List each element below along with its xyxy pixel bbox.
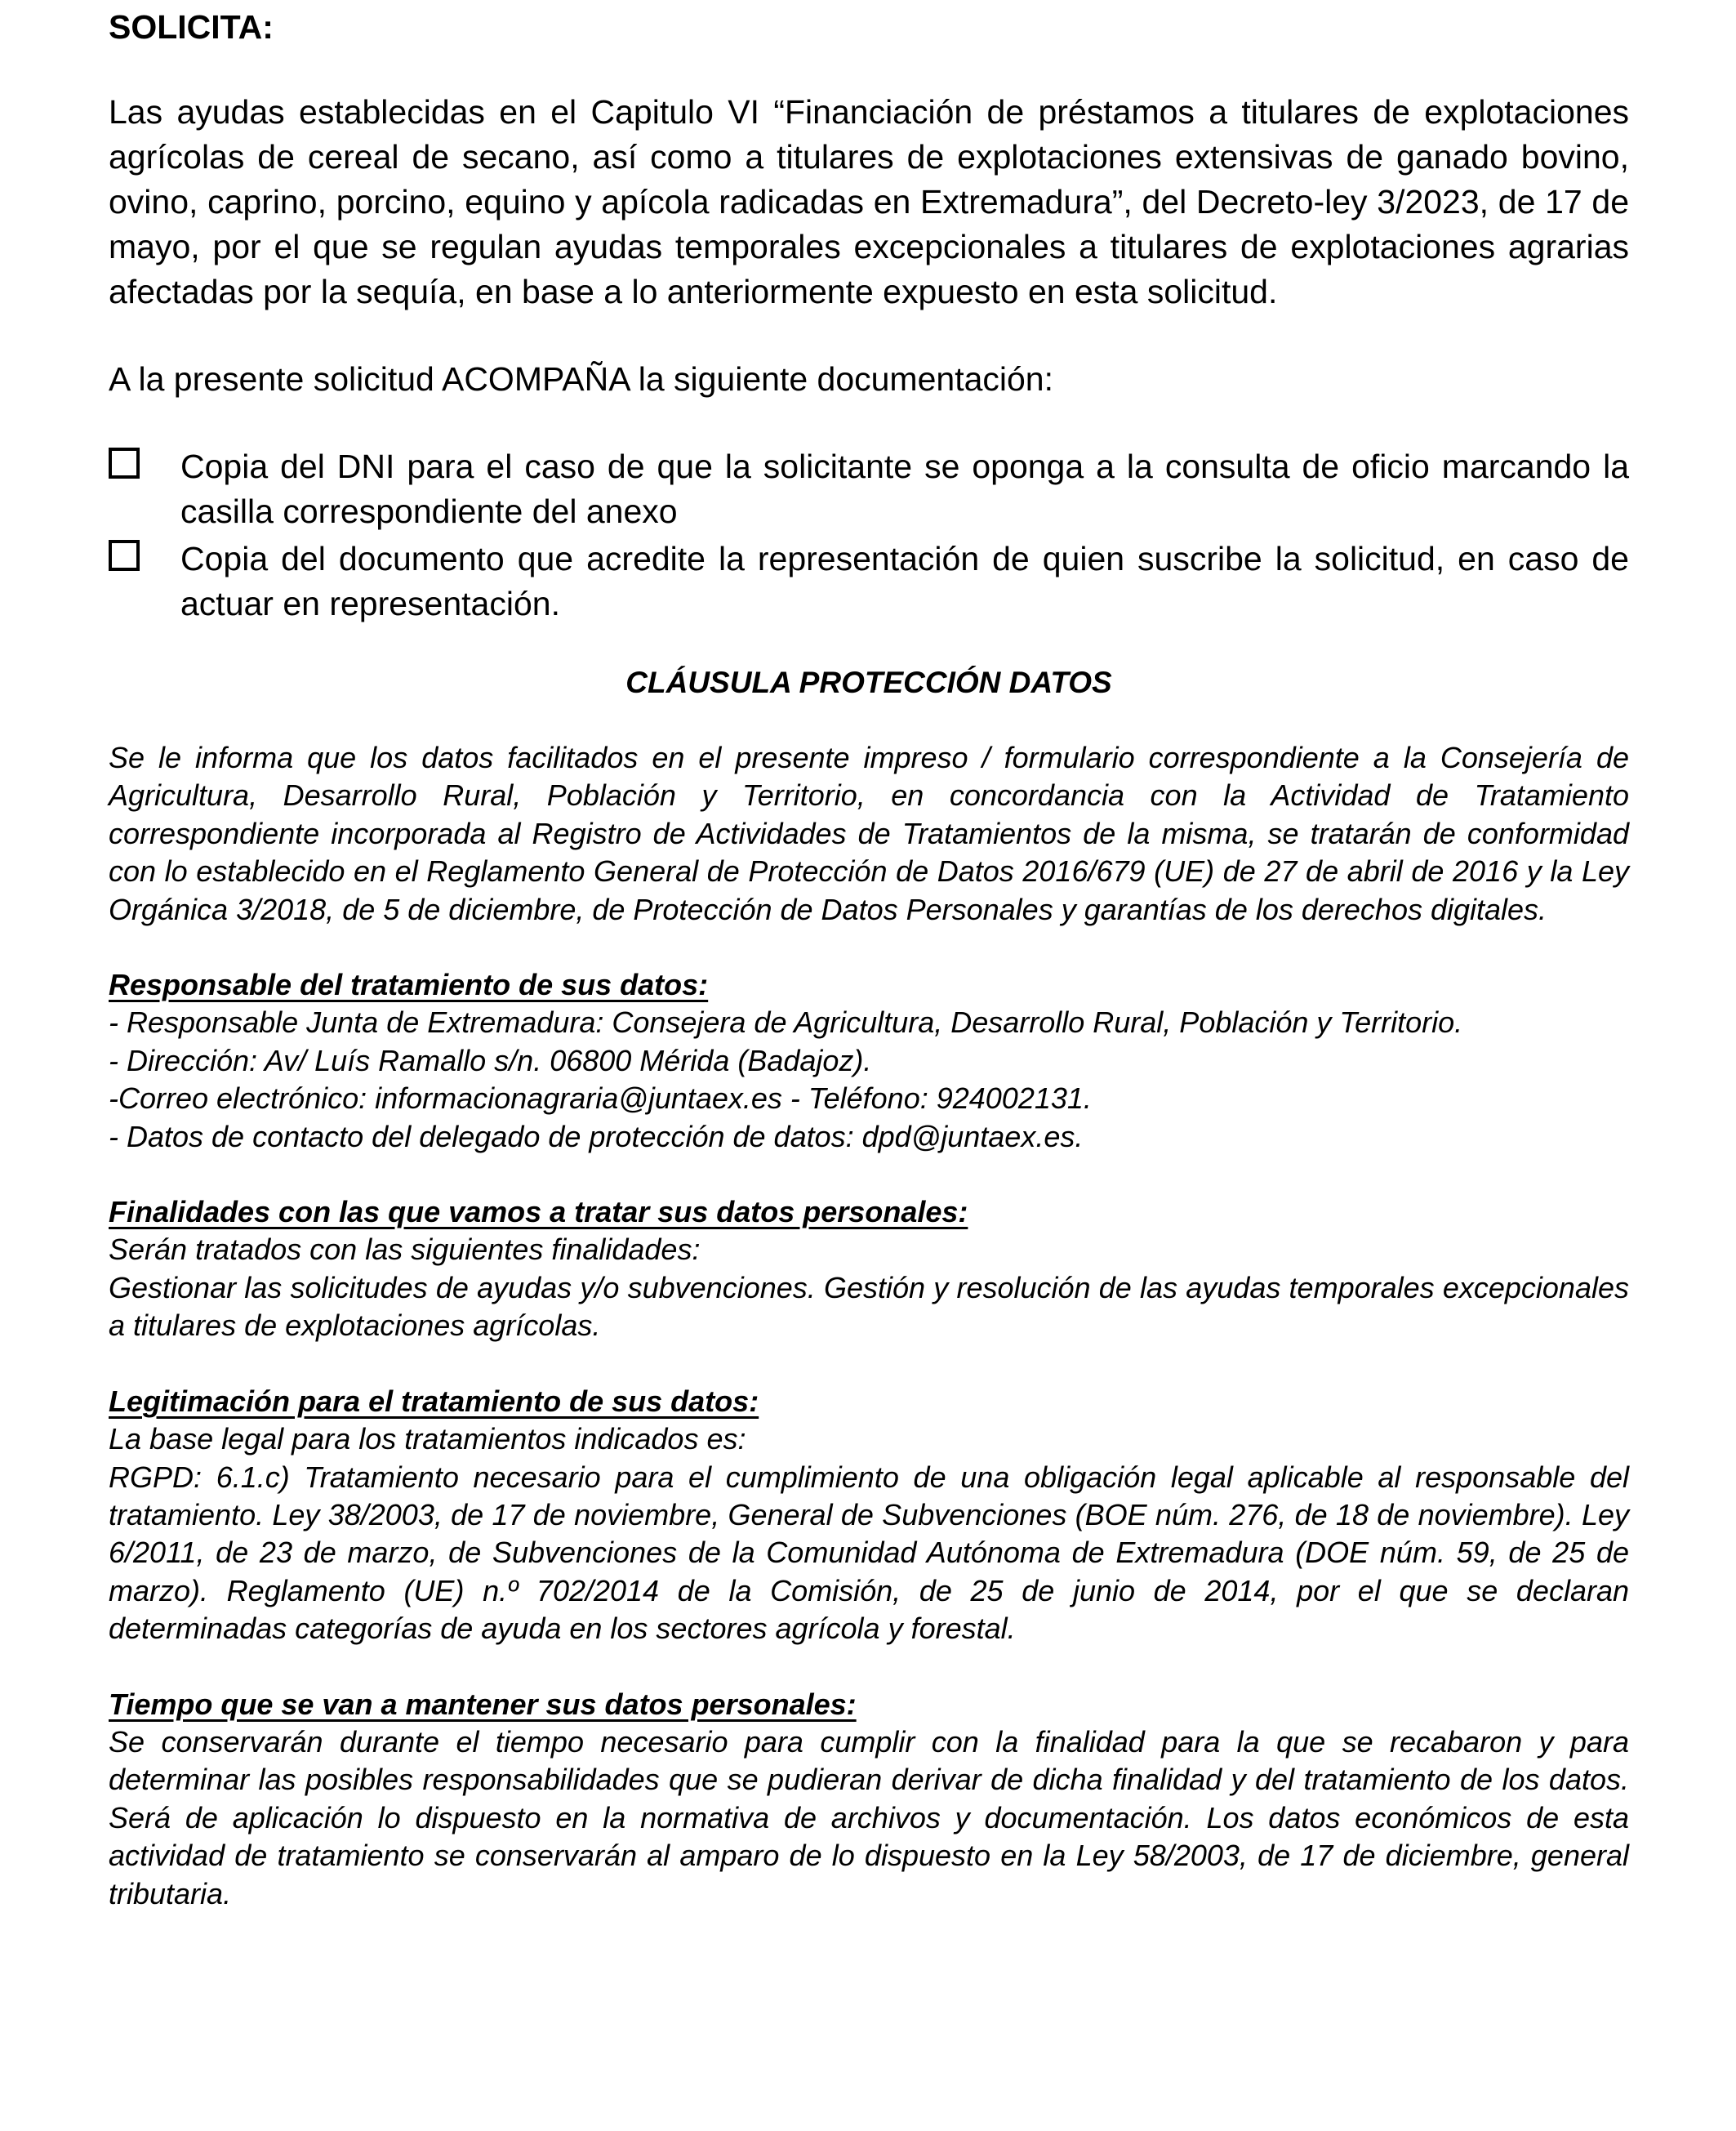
responsable-line: -Correo electrónico: informacionagraria@juntaex.es - Teléfono: 924002131.: [109, 1081, 1092, 1116]
section-responsable: [109, 966, 1629, 1156]
tiempo-line: Se conservarán durante el tiempo necesario para cumplir con la finalidad para la que se recabaron y para determinar las posibles responsabilidades que se pudieran derivar de dicha finalidad y del tratamiento de los datos. Será de aplicación lo dispuesto en la normativa de archivos y documentación. Los datos económicos de esta actividad de tratamiento se conservarán al amparo de lo dispuesto en la Ley 58/2003, de 17 de diciembre, general tributaria.: [109, 1724, 1629, 1910]
legitimacion-line: La base legal para los tratamientos indicados es:: [109, 1422, 746, 1456]
responsable-line: - Dirección: Av/ Luís Ramallo s/n. 06800 Mérida (Badajoz).: [109, 1043, 872, 1077]
section-finalidades: [109, 1193, 1629, 1345]
section-legitimacion: [109, 1383, 1629, 1648]
documentation-checklist: [109, 444, 1629, 626]
documentation-intro: A la presente solicitud ACOMPAÑA la siguiente documentación:: [109, 360, 1053, 398]
request-paragraph: Las ayudas establecidas en el Capitulo VI “Financiación de préstamos a titulares de explotaciones agrícolas de cereal de secano, así como a titulares de explotaciones extensivas de ganado bovino, ovino, caprino, porcino, equino y apícola radicadas en Extremadura”, del Decreto-ley 3/2023, de 17 de mayo, por el que se regulan ayudas temporales excepcionales a titulares de explotaciones agrarias afectadas por la sequía, en base a lo anteriormente expuesto en esta solicitud.: [109, 93, 1629, 310]
responsable-line: - Datos de contacto del delegado de protección de datos: dpd@juntaex.es.: [109, 1119, 1084, 1153]
legitimacion-line: RGPD: 6.1.c) Tratamiento necesario para el cumplimiento de una obligación legal aplicable al responsable del tratamiento. Ley 38/2003, de 17 de noviembre, General de Subvenciones (BOE núm. 276, de 18 de noviembre). Ley 6/2011, de 23 de marzo, de Subvenciones de la Comunidad Autónoma de Extremadura (DOE núm. 59, de 25 de marzo). Reglamento (UE) n.º 702/2014 de la Comisión, de 25 de junio de 2014, por el que se declaran determinadas categorías de ayuda en los sectores agrícola y forestal.: [109, 1460, 1629, 1646]
checklist-item-label: Copia del DNI para el caso de que la solicitante se oponga a la consulta de oficio marcando la casilla correspondiente del anexo: [180, 448, 1629, 530]
solicita-heading: SOLICITA:: [109, 8, 274, 46]
clause-title: CLÁUSULA PROTECCIÓN DATOS: [625, 666, 1112, 699]
checklist-item-label: Copia del documento que acredite la representación de quien suscribe la solicitud, en caso de actuar en representación.: [180, 540, 1629, 622]
section-heading-tiempo: Tiempo que se van a mantener sus datos personales:: [109, 1687, 857, 1721]
section-heading-finalidades: Finalidades con las que vamos a tratar sus datos personales:: [109, 1195, 968, 1229]
finalidades-line: Serán tratados con las siguientes finalidades:: [109, 1233, 701, 1267]
checklist-item-dni: [109, 444, 1629, 534]
document-page: [109, 0, 1629, 1913]
section-tiempo: [109, 1686, 1629, 1913]
checklist-item-representation: [109, 537, 1629, 626]
clause-intro: Se le informa que los datos facilitados en el presente impreso / formulario correspondiente a la Consejería de Agricultura, Desarrollo Rural, Población y Territorio, en concordancia con la Actividad de Tratamiento correspondiente incorporada al Registro de Actividades de Tratamientos de la misma, se tratarán de conformidad con lo establecido en el Reglamento General de Protección de Datos 2016/679 (UE) de 27 de abril de 2016 y la Ley Orgánica 3/2018, de 5 de diciembre, de Protección de Datos Personales y garantías de los derechos digitales.: [109, 741, 1629, 926]
responsable-line: - Responsable Junta de Extremadura: Consejera de Agricultura, Desarrollo Rural, Población y Territorio.: [109, 1005, 1463, 1040]
finalidades-line: Gestionar las solicitudes de ayudas y/o subvenciones. Gestión y resolución de las ayudas temporales excepcionales a titulares de explotaciones agrícolas.: [109, 1270, 1629, 1343]
dni-checkbox[interactable]: [109, 448, 140, 479]
section-heading-responsable: Responsable del tratamiento de sus datos:: [109, 968, 709, 1002]
section-heading-legitimacion: Legitimación para el tratamiento de sus datos:: [109, 1384, 759, 1418]
representation-checkbox[interactable]: [109, 540, 140, 571]
